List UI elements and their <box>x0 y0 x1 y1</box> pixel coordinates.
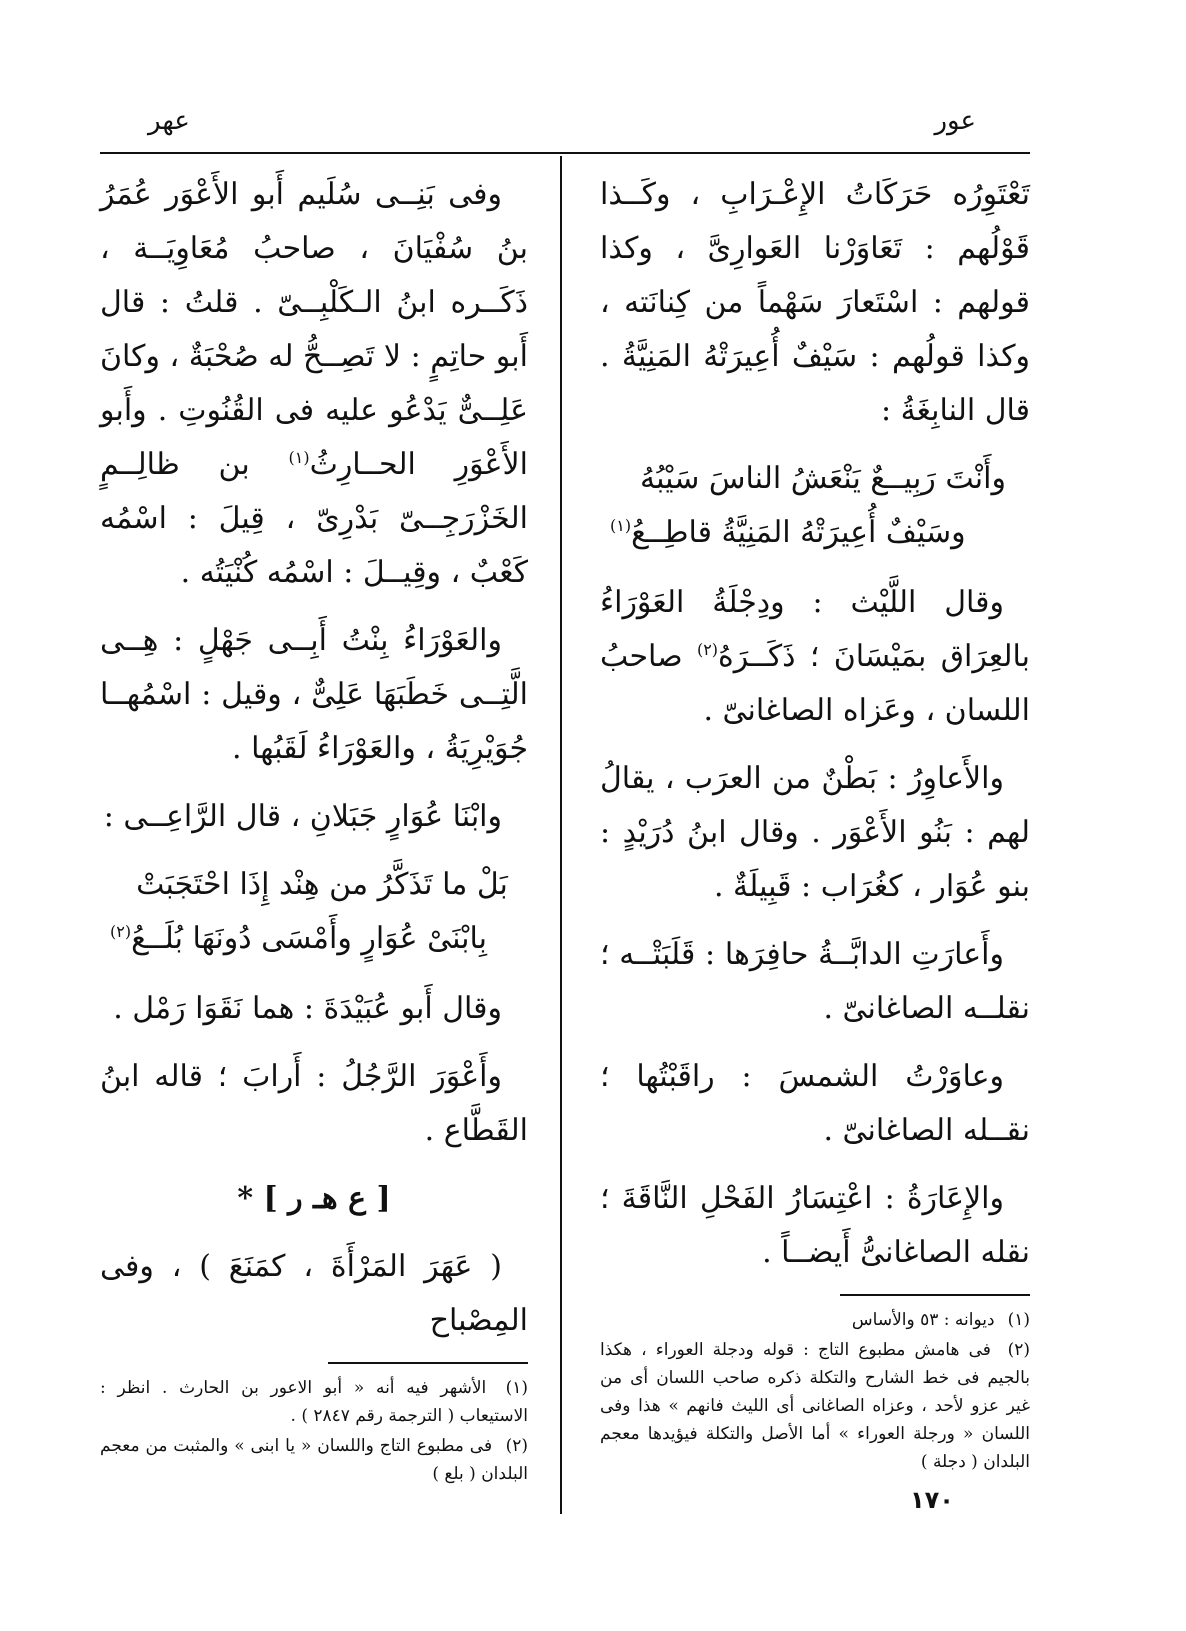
paragraph: وأَعْوَرَ الرَّجُلُ : أَرابَ ؛ قاله ابنُ القَطَّاع . <box>100 1059 528 1148</box>
paragraph-text: وقال اللَّيْث : ودِجْلَةُ العَوْرَاءُ بالعِرَاق بمَيْسَانَ ؛ ذَكَــرَهُ <box>600 585 1030 674</box>
paragraph: وأَعارَتِ الدابَّــةُ حافِرَها : قَلَبَتْــه ؛ نقلــه الصاغانىّ . <box>600 937 1030 1026</box>
paragraph <box>100 168 528 600</box>
verse-line-2-text: بِابْنَىْ عُوَارٍ وأَمْسَى دُونَهَا بُلَــعُ <box>131 921 488 956</box>
footnote-number: (٢) <box>1007 1340 1030 1360</box>
footnote-marker: (١) <box>610 516 632 535</box>
paragraph-text: وفى بَنِــى سُلَيم أَبو الأَعْوَر عُمَرُ بنُ سُفْيَانَ ، صاحبُ مُعَاوِيَــة ، ذَكَــره ابنُ الـكَلْبِــىّ . قلتُ : قال أَبو حاتِمٍ : لا تَصِــحُّ له صُحْبَةٌ ، وكانَ عَلِــىٌّ يَدْعُو عليه فى القُنُوتِ . وأَبو الأَعْوَرِ الحــارِثُ <box>100 177 528 482</box>
verse-line-1: وأَنْتَ رَبِيــعٌ يَنْعَشُ الناسَ سَيْبُهُ <box>640 461 1006 496</box>
verse <box>100 858 528 966</box>
footnote-marker: (٢) <box>696 640 719 659</box>
entry-heading: [ ع هـ ر ] * <box>237 1181 391 1216</box>
paragraph: والإِعَارَةُ : اعْتِسَارُ الفَحْلِ النَّاقَةَ ؛ نقله الصاغانىُّ أَيضــاً . <box>600 1181 1030 1270</box>
footnote <box>100 1432 528 1488</box>
footnote-rule <box>328 1362 528 1364</box>
paragraph <box>600 576 1030 738</box>
verse-line-2 <box>600 506 1030 560</box>
running-head-right: عور <box>934 106 976 136</box>
column-divider <box>560 156 562 1514</box>
paragraph-text-tail: صاحبُ اللسان ، وعَزاه الصاغانىّ . <box>600 639 1030 728</box>
footnote-number: (٢) <box>505 1436 529 1456</box>
verse-line-1: بَلْ ما تَذَكَّرُ من هِنْد إِذَا احْتَجَبَتْ <box>136 867 508 902</box>
paragraph: والأَعاوِرُ : بَطْنٌ من العرَب ، يقالُ لهم : بَنُو الأَعْوَر . وقال ابنُ دُرَيْدٍ : بنو عُوَار ، كغُرَاب : قَبِيلَةٌ . <box>600 761 1030 904</box>
left-column <box>100 168 528 1490</box>
footnote-number: (١) <box>505 1378 529 1398</box>
page-number: ١٧٠ <box>910 1486 954 1514</box>
paragraph: ( عَهَرَ المَرْأَةَ ، كمَنَعَ ) ، وفى المِصْباح <box>100 1249 528 1338</box>
footnote-number: (١) <box>1007 1310 1030 1330</box>
verse <box>600 452 1030 560</box>
paragraph: والعَوْرَاءُ بِنْتُ أَبِــى جَهْلٍ : هِــى الَّتِــى خَطَبَهَا عَلِىٌّ ، وقيل : اسْمُهــا جُوَيْرِيَةُ ، والعَوْرَاءُ لَقَبُها . <box>100 623 528 766</box>
footnote-rule <box>840 1294 1030 1296</box>
footnote-marker: (٢) <box>110 922 132 941</box>
running-head-left: عهر <box>148 106 190 136</box>
footnote-text: ديوانه : ٥٣ والأساس <box>851 1310 995 1330</box>
footnotes <box>100 1374 528 1488</box>
verse-line-2 <box>100 912 528 966</box>
footnote-text: الأشهر فيه أنه « أبو الاعور بن الحارث . انظر : الاستيعاب ( الترجمة رقم ٢٨٤٧ ) . <box>100 1378 528 1426</box>
paragraph: وعاوَرْتُ الشمسَ : راقَبْتُها ؛ نقــله الصاغانىّ . <box>600 1059 1030 1148</box>
footnote <box>600 1336 1030 1476</box>
verse-line-2-text: وسَيْفٌ أُعِيرَتْهُ المَنِيَّةُ قاطِــعُ <box>631 515 966 550</box>
right-column <box>600 168 1030 1478</box>
footnote-marker: (١) <box>288 448 310 467</box>
footnote-text: فى مطبوع التاج واللسان « يا ابنى » والمثبت من معجم البلدان ( بلع ) <box>100 1436 528 1484</box>
header-rule <box>100 152 1030 154</box>
footnote-text: فى هامش مطبوع التاج : قوله ودجلة العوراء ، هكذا بالجيم فى خط الشارح والتكلة ذكره صاحب اللسان أى من غير عزو لأحد ، وعزاه الصاغانى أى الليث فانهم » هذا وفى اللسان « ورجلة العوراء » أما الأصل والتكلة فيؤيدها معجم البلدان ( دجلة ) <box>600 1340 1030 1472</box>
paragraph: وقال أَبو عُبَيْدَةَ : هما نَقَوَا رَمْل . <box>113 991 502 1026</box>
paragraph: تَعْتَوِرُه حَرَكَاتُ الإِعْـرَابِ ، وكَــذا قَوْلُهم : تَعَاوَرْنا العَوارِىَّ ، وكذا قولهم : اسْتَعارَ سَهْماً من كِنانَته ، وكذا قولُهم : سَيْفٌ أُعِيرَتْهُ المَنِيَّةُ . قال النابِغَةُ : <box>600 177 1030 428</box>
footnotes <box>600 1306 1030 1476</box>
paragraph-text-tail: بن ظالِــمٍ الخَزْرَجِــىّ بَدْرِىّ ، قِيلَ : اسْمُه كَعْبٌ ، وقِيــلَ : اسْمُه كُنْيَتُه . <box>100 447 528 590</box>
footnote <box>600 1306 1030 1334</box>
paragraph: وابْنَا عُوَارٍ جَبَلانِ ، قال الرَّاعِــى : <box>103 799 502 834</box>
footnote <box>100 1374 528 1430</box>
